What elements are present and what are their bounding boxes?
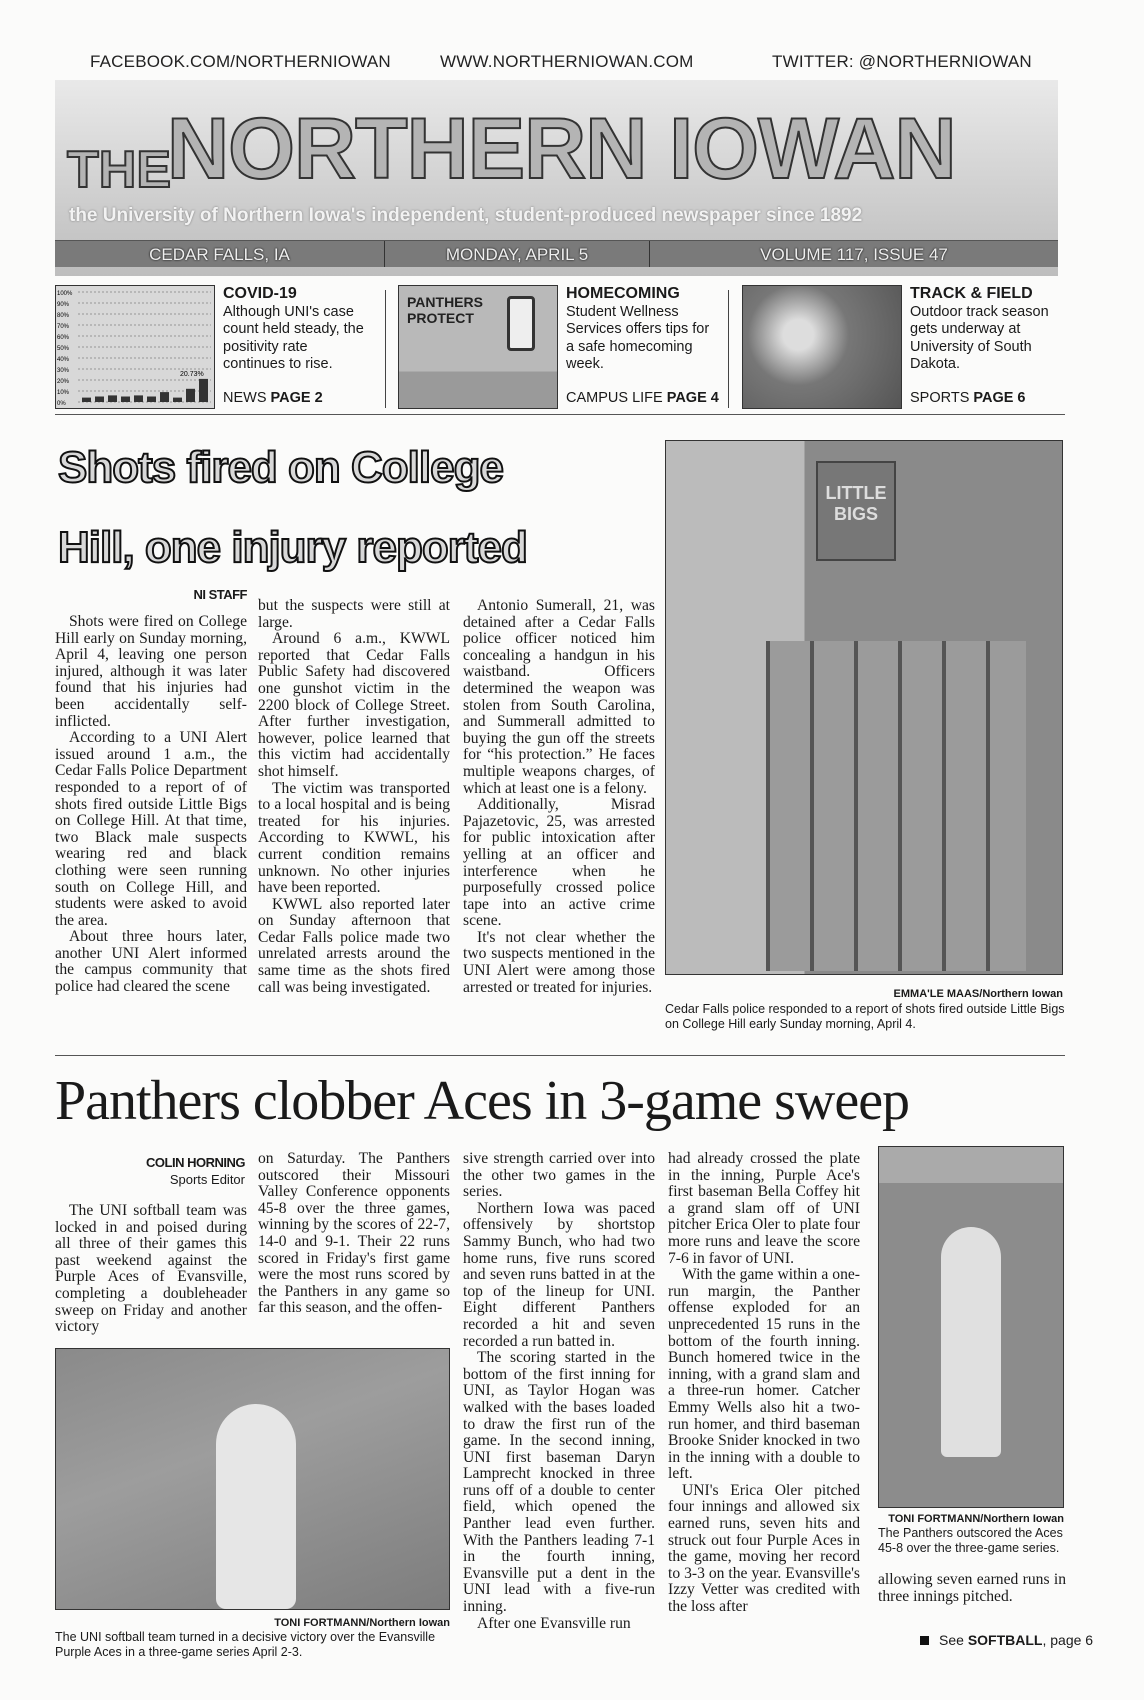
photo-credit: TONI FORTMANN/Northern Iowan [274,1617,450,1629]
covid-chart-thumbnail [55,285,215,409]
tagline: the University of Northern Iowa's independent, student-produced newspaper since 1892 [69,205,863,226]
paragraph: The victim was transported to a local hospital and is being treated for his injuries. According to KWWL, his current condition remains unknown. No other injuries have been reported. [258,779,450,897]
tick-label: 60% [57,335,70,341]
teaser-track[interactable] [742,285,1062,410]
data-label: 20.73% [180,370,204,378]
teaser-title: COVID-19 [223,285,297,302]
square-bullet-icon [920,1636,929,1645]
paragraph: allowing seven earned runs in three innings pitched. [878,1571,1066,1605]
divider [55,1055,1065,1056]
bar [95,397,104,403]
teaser-page-ref: SPORTS PAGE 6 [910,390,1026,406]
bar [108,395,117,402]
paragraph: KWWL also reported later on Sunday afternoon that Cedar Falls police made two unrelated arrests around the same time as the shots fired call was being investigated. [258,895,450,996]
photo-caption: The UNI softball team turned in a decisive victory over the Evansville Purple Aces in a three-game series April 2-3. [55,1630,436,1659]
storefront-windows [766,641,1026,971]
tick-label: 80% [57,313,70,319]
batter-figure [941,1227,1001,1457]
paragraph: but the suspects were still at large. [258,597,450,631]
tick-label: 30% [57,368,70,374]
location: CEDAR FALLS, IA [55,241,385,267]
paragraph: The scoring started in the bottom of the first inning for UNI, as Taylor Hogan was walked with the bases loaded to draw the first run of the game. In the second inning, UNI first baseman Daryn Lamprecht knocked in three runs off of a double to center field, which opened the Panther lead even further. With the Panthers leading 7-1 in the fourth inning, Evansville put a dent in the UNI lead with a five-run inning. [463,1349,655,1616]
paragraph: sive strength carried over into the other two games in the series. [463,1150,655,1201]
logo-name: NORTHERN IOWAN [167,101,956,197]
article-column [55,587,247,996]
date-bar [55,240,1058,267]
paragraph: had already crossed the plate in the inning, Purple Ace's first baseman Bella Coffey hit a grand slam off of UNI pitcher Erica Oler to plate four more runs and leave the score 7-6 in favor of UNI. [668,1150,860,1267]
divider [55,414,1065,415]
website-link: WWW.NORTHERNIOWAN.COM [440,52,694,71]
teaser-text: Student Wellness Services offers tips for a safe homecoming week. [566,303,710,372]
teaser-text: Although UNI's case count held steady, the positivity rate continues to rise. [223,303,364,372]
headline-shots-fired [58,428,658,588]
jump-link-softball[interactable]: See SOFTBALL, page 6 [920,1632,1093,1648]
bar [199,379,208,402]
photo-caption: The Panthers outscored the Aces 45-8 over the three-game series. [878,1526,1063,1555]
teaser-title: TRACK & FIELD [910,285,1033,302]
bar [134,395,143,402]
teaser-title: HOMECOMING [566,285,680,302]
track-thumbnail [742,285,902,409]
byline: NI STAFF [193,587,247,602]
twitter-link: TWITTER: @NORTHERNIOWAN [772,52,1032,71]
tick-label: 100% [57,291,73,297]
article-column [463,1151,655,1632]
paragraph: About three hours later, another UNI Alert informed the campus community that police had cleared the scene [55,928,247,996]
photo-credit: EMMA'LE MAAS/Northern Iowan [893,988,1063,1000]
bar [121,397,130,403]
article-column [258,598,450,996]
divider [385,290,386,408]
article-column [55,1203,247,1336]
photo-little-bigs [665,440,1063,975]
tick-label: 20% [57,379,70,385]
volume-issue: VOLUME 117, ISSUE 47 [760,245,948,264]
issue-date: MONDAY, APRIL 5 [385,241,650,267]
divider [728,290,729,408]
masthead [55,80,1058,276]
paragraph: Additionally, Misrad Pajazetovic, 25, was arrested for public intoxication after yelling at an officer and interference when he purposefully crossed police tape into an active crime scene. [463,796,655,930]
pitcher-figure [216,1404,296,1609]
logo-the: THE [67,141,171,199]
paragraph: According to a UNI Alert issued around 1 a.m., the Cedar Falls Police Department responded to a report of of shots fired outside Little Bigs on College Hill. At that time, two Black male suspects wearing red and black clothing were seen running south on College Hill, and students were asked to avoid the area. [55,729,247,929]
teaser-homecoming[interactable] [398,285,728,410]
article-column [878,1572,1066,1605]
paragraph: UNI's Erica Oler pitched four innings and allowed six earned runs, seven hits and struck out four Purple Aces in the game, moving her record to 3-3 on the year. Evansville's Izzy Vetter was credited with the loss after [668,1481,860,1616]
paragraph: Around 6 a.m., KWWL reported that Cedar Falls Public Safety had discovered one gunshot victim in the 2200 block of College Street. After further investigation, however, police learned that this victim had accidentally shot himself. [258,630,450,780]
bar [186,389,195,402]
teaser-text: Outdoor track season gets underway at University of South Dakota. [910,303,1049,372]
photo-caption: Cedar Falls police responded to a report of shots fired outside Little Bigs on College Hill early Sunday morning, April 4. [665,1002,1065,1031]
phone-icon [507,296,535,351]
bar [147,397,156,403]
paragraph: After one Evansville run [477,1614,631,1632]
photo-credit: TONI FORTMANN/Northern Iowan [888,1513,1064,1525]
paragraph: on Saturday. The Panthers outscored their Missouri Valley Conference opponents 45-8 over the three games, winning by the scores of 22-7, 14-0 and 9-1. Their 22 runs scored in Friday's first game were the most runs scored by the Panthers in any game so far this season, and the offen- [258,1150,450,1317]
photo-pitcher [55,1348,450,1610]
tick-label: 90% [57,302,70,308]
tick-label: 50% [57,346,70,352]
sign: LITTLE BIGS [816,461,896,561]
homecoming-thumbnail [398,285,558,409]
bar [160,392,169,402]
thumbnail-text: PANTHERS PROTECT [407,294,483,326]
teaser-covid[interactable] [55,285,385,410]
paragraph: It's not clear whether the two suspects mentioned in the UNI Alert were among those arrested or treated for injuries. [463,928,655,996]
tick-label: 0% [57,401,66,407]
paragraph: With the game within a one-run margin, the Panther offense exploded for an unprecedented 15 runs in the bottom of the fourth inning. Bunch homered twice in the inning, with a grand slam and a three-run homer. Catcher Emmy Wells also hit a two-run homer, and third baseman Brooke Snider knocked in two in the inning with a double to left. [668,1266,860,1483]
article-column [258,1151,450,1317]
headline-line: Hill, one injury reported [58,523,527,572]
paragraph: The UNI softball team was locked in and poised during all three of their games this past weekend against the Purple Aces of Evansville, completing a doubleheader sweep on Friday and another victory [55,1202,247,1336]
teaser-page-ref: CAMPUS LIFE PAGE 4 [566,390,719,406]
bar [82,398,91,402]
photo-batter [878,1146,1064,1508]
headline-panthers-sweep: Panthers clobber Aces in 3-game sweep [55,1070,910,1132]
paragraph: Shots were fired on College Hill early on Sunday morning, April 4, leaving one person injured, although it was later found that his injuries had been accidentally self-inflicted. [55,613,247,730]
facebook-link: FACEBOOK.COM/NORTHERNIOWAN [90,52,391,71]
tick-label: 10% [57,390,70,396]
paragraph: Antonio Sumerall, 21, was detained after a Cedar Falls police officer noticed him concealing a handgun in his waistband. Officers determined the weapon was stolen from South Carolina, and Summerall admitted to buying the gun off the streets for “his protection.” He faces multiple weapons charges, of which at least one is a felony. [463,597,655,797]
article-column [668,1151,860,1616]
bar [173,398,182,402]
teaser-page-ref: NEWS PAGE 2 [223,390,323,406]
newspaper-logo [67,88,1047,203]
tick-label: 40% [57,357,70,363]
tick-label: 70% [57,324,70,330]
headline-line: Shots fired on College [58,443,503,492]
paragraph: Northern Iowa was paced offensively by shortstop Sammy Bunch, who had two home runs, five runs scored and seven runs batted in at the top of the lineup for UNI. Eight different Panthers recorded a hit and seven recorded a run batted in. [463,1199,655,1350]
byline: COLIN HORNING Sports Editor [146,1155,245,1187]
article-column [463,598,655,996]
